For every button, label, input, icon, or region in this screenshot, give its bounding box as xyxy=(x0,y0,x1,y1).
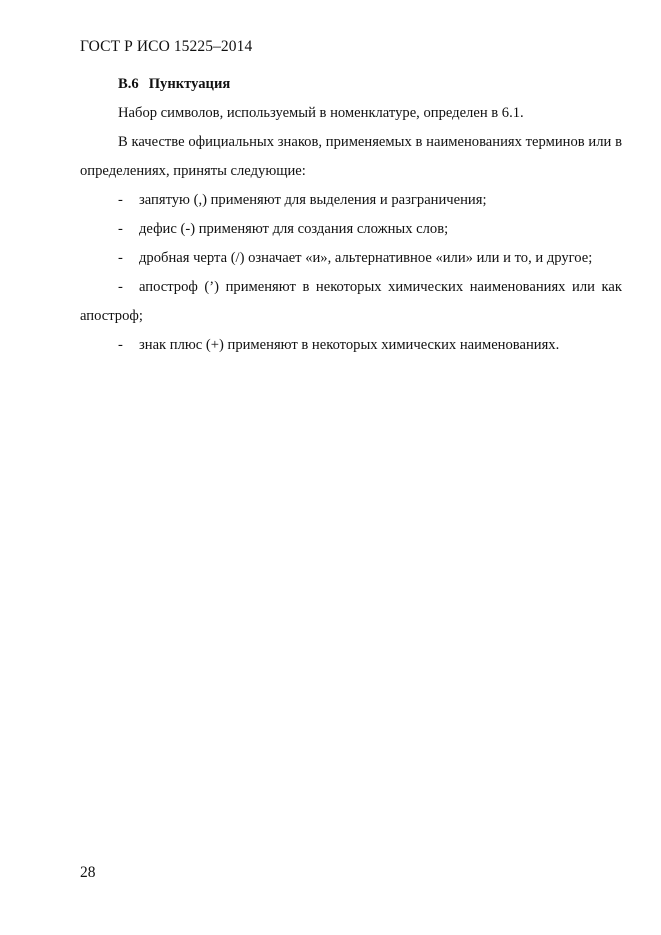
list-item-text: дефис (-) применяют для создания сложных слов; xyxy=(139,221,449,237)
list-item xyxy=(80,331,622,360)
list-item-text: дробная черта (/) означает «и», альтернативное «или» или и то, и другое; xyxy=(139,250,593,266)
list-item-text: знак плюс (+) применяют в некоторых химических наименованиях. xyxy=(139,337,560,353)
section-heading xyxy=(80,70,622,99)
list-item-text: апостроф (’) применяют в некоторых химических наименованиях или как апостроф; xyxy=(80,279,622,324)
list-item xyxy=(80,273,622,331)
list-marker: - xyxy=(118,337,123,353)
punctuation-list xyxy=(80,186,622,360)
document-body xyxy=(80,70,622,360)
standard-header: ГОСТ Р ИСО 15225–2014 xyxy=(80,38,253,55)
list-marker: - xyxy=(118,279,123,295)
paragraph-official-signs: В качестве официальных знаков, применяемых в наименованиях терминов или в определениях, приняты следующие: xyxy=(80,134,622,179)
section-number: В.6 xyxy=(118,76,139,92)
list-marker: - xyxy=(118,221,123,237)
list-marker: - xyxy=(118,250,123,266)
page-number: 28 xyxy=(80,864,96,881)
paragraph-charset: Набор символов, используемый в номенклатуре, определен в 6.1. xyxy=(118,105,524,121)
list-marker: - xyxy=(118,192,123,208)
list-item xyxy=(80,244,622,273)
list-item xyxy=(80,186,622,215)
section-title: Пунктуация xyxy=(148,76,231,92)
list-item-text: запятую (,) применяют для выделения и разграничения; xyxy=(139,192,487,208)
list-item xyxy=(80,215,622,244)
